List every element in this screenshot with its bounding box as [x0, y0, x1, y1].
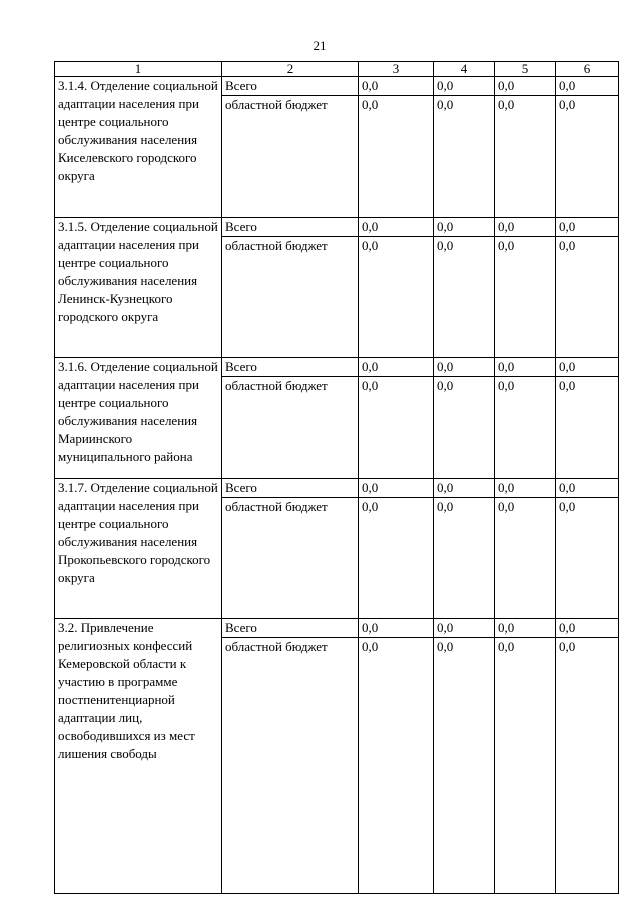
value-cell: 0,0	[495, 77, 556, 96]
value-cell: 0,0	[359, 638, 434, 894]
table-row	[55, 218, 619, 237]
funding-source: областной бюджет	[222, 638, 359, 894]
column-header: 3	[359, 62, 434, 77]
value-cell: 0,0	[495, 619, 556, 638]
value-cell: 0,0	[434, 479, 495, 498]
budget-table	[54, 61, 619, 894]
value-cell: 0,0	[495, 498, 556, 619]
table-row	[55, 619, 619, 638]
table-row	[55, 479, 619, 498]
value-cell: 0,0	[359, 377, 434, 479]
value-cell: 0,0	[495, 377, 556, 479]
value-cell: 0,0	[556, 377, 619, 479]
funding-source: областной бюджет	[222, 237, 359, 358]
funding-source: областной бюджет	[222, 377, 359, 479]
funding-source: Всего	[222, 619, 359, 638]
funding-source: областной бюджет	[222, 96, 359, 218]
column-header: 6	[556, 62, 619, 77]
value-cell: 0,0	[495, 237, 556, 358]
funding-source: областной бюджет	[222, 498, 359, 619]
header-row	[55, 62, 619, 77]
value-cell: 0,0	[359, 237, 434, 358]
value-cell: 0,0	[434, 638, 495, 894]
item-description: 3.1.4. Отделение социальной адаптации населения при центре социального обслуживания населения Киселевского городского округа	[55, 77, 222, 218]
column-header: 2	[222, 62, 359, 77]
value-cell: 0,0	[434, 237, 495, 358]
funding-source: Всего	[222, 358, 359, 377]
value-cell: 0,0	[434, 619, 495, 638]
value-cell: 0,0	[434, 358, 495, 377]
value-cell: 0,0	[495, 638, 556, 894]
value-cell: 0,0	[359, 498, 434, 619]
value-cell: 0,0	[434, 77, 495, 96]
funding-source: Всего	[222, 218, 359, 237]
column-header: 1	[55, 62, 222, 77]
value-cell: 0,0	[359, 77, 434, 96]
value-cell: 0,0	[556, 237, 619, 358]
value-cell: 0,0	[359, 218, 434, 237]
value-cell: 0,0	[359, 479, 434, 498]
funding-source: Всего	[222, 479, 359, 498]
table-row	[55, 358, 619, 377]
value-cell: 0,0	[359, 358, 434, 377]
value-cell: 0,0	[495, 96, 556, 218]
column-header: 4	[434, 62, 495, 77]
item-description: 3.2. Привлечение религиозных конфессий Кемеровской области к участию в программе постпенитенциарной адаптации лиц, освободившихся из мест лишения свободы	[55, 619, 222, 894]
value-cell: 0,0	[556, 498, 619, 619]
value-cell: 0,0	[556, 479, 619, 498]
value-cell: 0,0	[359, 619, 434, 638]
value-cell: 0,0	[556, 77, 619, 96]
item-description: 3.1.7. Отделение социальной адаптации населения при центре социального обслуживания населения Прокопьевского городского округа	[55, 479, 222, 619]
item-description: 3.1.6. Отделение социальной адаптации населения при центре социального обслуживания населения Мариинского муниципального района	[55, 358, 222, 479]
value-cell: 0,0	[434, 96, 495, 218]
value-cell: 0,0	[556, 358, 619, 377]
item-description: 3.1.5. Отделение социальной адаптации населения при центре социального обслуживания населения Ленинск-Кузнецкого городского округа	[55, 218, 222, 358]
value-cell: 0,0	[556, 96, 619, 218]
page-number: 21	[313, 38, 327, 53]
value-cell: 0,0	[556, 218, 619, 237]
value-cell: 0,0	[495, 479, 556, 498]
value-cell: 0,0	[434, 377, 495, 479]
funding-source: Всего	[222, 77, 359, 96]
value-cell: 0,0	[556, 638, 619, 894]
table-row	[55, 77, 619, 96]
value-cell: 0,0	[434, 498, 495, 619]
value-cell: 0,0	[495, 358, 556, 377]
value-cell: 0,0	[359, 96, 434, 218]
column-header: 5	[495, 62, 556, 77]
value-cell: 0,0	[495, 218, 556, 237]
value-cell: 0,0	[556, 619, 619, 638]
value-cell: 0,0	[434, 218, 495, 237]
